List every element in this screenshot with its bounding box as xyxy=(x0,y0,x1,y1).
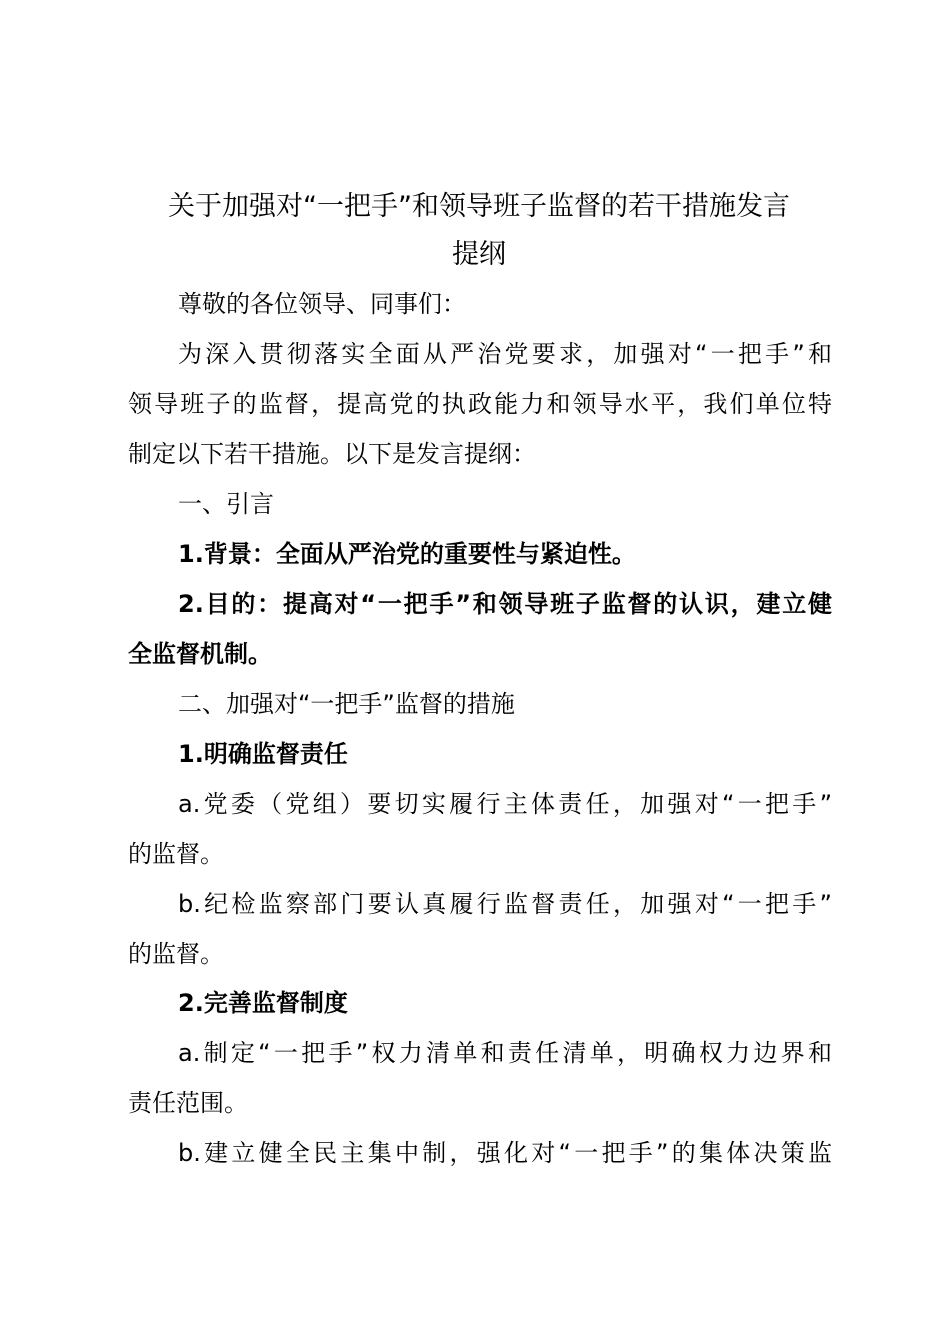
intro-paragraph-line: 领导班子的监督，提高党的执政能力和领导水平，我们单位特 xyxy=(128,390,832,418)
sub1-item-a: a.党委（党组）要切实履行主体责任，加强对“一把手” xyxy=(178,790,832,818)
sub2-item-a-cont: 责任范围。 xyxy=(128,1089,248,1117)
greeting: 尊敬的各位领导、同事们： xyxy=(178,290,466,318)
sub2-item-b: b.建立健全民主集中制，强化对“一把手”的集体决策监 xyxy=(178,1139,832,1167)
section2-sub2-heading: 2.完善监督制度 xyxy=(178,989,348,1017)
sub1-item-a-cont: 的监督。 xyxy=(128,840,224,868)
intro-paragraph-line: 为深入贯彻落实全面从严治党要求，加强对“一把手”和 xyxy=(178,340,832,368)
section1-item-background: 1.背景：全面从严治党的重要性与紧迫性。 xyxy=(178,540,636,568)
document-title-line1: 关于加强对“一把手”和领导班子监督的若干措施发言 xyxy=(168,191,790,222)
sub2-item-a: a.制定“一把手”权力清单和责任清单，明确权力边界和 xyxy=(178,1039,832,1067)
sub1-item-b-cont: 的监督。 xyxy=(128,940,224,968)
intro-paragraph-line: 制定以下若干措施。以下是发言提纲： xyxy=(128,440,536,468)
section1-heading: 一、引言 xyxy=(178,490,274,518)
section2-heading: 二、加强对“一把手”监督的措施 xyxy=(178,690,515,718)
sub1-item-b: b.纪检监察部门要认真履行监督责任，加强对“一把手” xyxy=(178,890,832,918)
section1-item-purpose-cont: 全监督机制。 xyxy=(128,640,272,668)
document-title-line2: 提纲 xyxy=(452,239,506,270)
section1-item-purpose: 2.目的：提高对“一把手”和领导班子监督的认识，建立健 xyxy=(178,590,832,618)
section2-sub1-heading: 1.明确监督责任 xyxy=(178,740,348,768)
